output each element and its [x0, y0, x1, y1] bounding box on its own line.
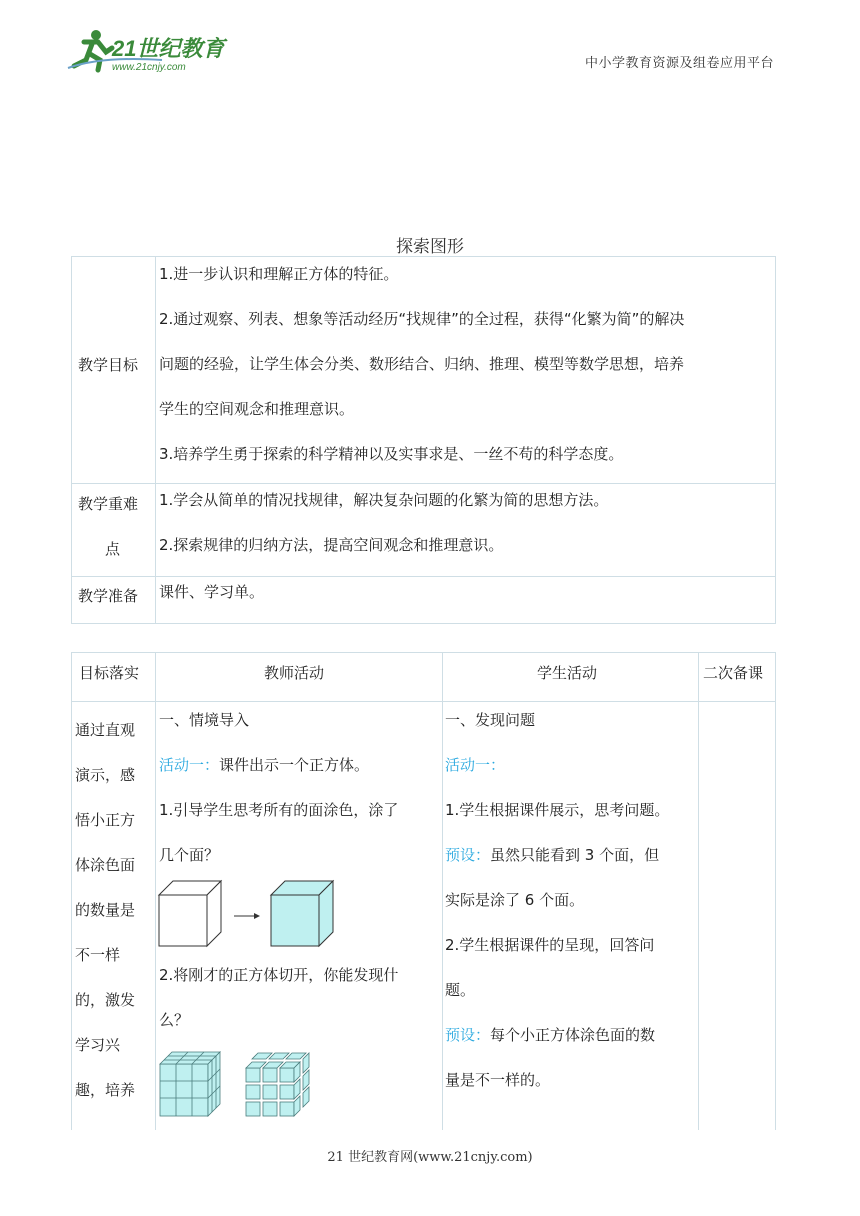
student-preset-line: 实际是涂了 6 个面。: [445, 891, 585, 909]
document-title: 探索图形: [396, 237, 464, 257]
goal-col-line: 学习兴: [75, 1036, 121, 1054]
student-step-line: 2.学生根据课件的呈现，回答问: [445, 936, 655, 954]
key-points-label: 教学重难: [78, 495, 139, 513]
site-logo: [62, 26, 237, 76]
goal-col-line: 的数量是: [75, 901, 136, 919]
goal-col-line: 趣，培养: [75, 1081, 136, 1099]
student-section-title: 一、发现问题: [445, 711, 536, 729]
goal-line: 1.进一步认识和理解正方体的特征。: [159, 265, 399, 283]
header-goal: 目标落实: [79, 664, 140, 682]
split-cube-illustration: [156, 1044, 324, 1120]
goal-col-line: 体涂色面: [75, 856, 136, 874]
table-divider: [442, 652, 443, 1130]
platform-name: 中小学教育资源及组卷应用平台: [584, 56, 774, 71]
preset-text: 每个小正方体涂色面的数: [490, 1026, 656, 1044]
student-step-line: 1.学生根据课件展示，思考问题。: [445, 801, 670, 819]
activity-label: 活动一：: [159, 756, 220, 774]
goal-col-line: 不一样: [75, 946, 121, 964]
goal-line: 问题的经验，让学生体会分类、数形结合、归纳、推理、模型等数学思想，培养: [159, 355, 685, 373]
exploded-cube-icon: [246, 1053, 309, 1116]
runner-logo-icon: [62, 26, 237, 76]
key-points-label-cont: 点: [105, 540, 121, 558]
preset-label: 预设：: [445, 846, 491, 864]
page-footer: 21 世纪教育网(www.21cnjy.com): [327, 1150, 533, 1165]
teacher-activity-line: [159, 743, 369, 788]
teacher-question-line: 1.引导学生思考所有的面涂色，涂了: [159, 801, 399, 819]
cube-illustration: [156, 878, 336, 950]
header-student: 学生活动: [537, 664, 598, 682]
student-activity-label: 活动一：: [445, 756, 506, 774]
table-divider: [155, 256, 156, 624]
student-step-line: 题。: [445, 981, 476, 999]
svg-text:21世纪教育: 21世纪教育: [112, 36, 225, 61]
activity-text: 课件出示一个正方体。: [219, 756, 370, 774]
prep-label: 教学准备: [78, 587, 139, 605]
student-preset-line: [445, 833, 659, 878]
goal-col-line: 的，激发: [75, 991, 136, 1009]
header-teacher: 教师活动: [264, 664, 325, 682]
prep-text: 课件、学习单。: [159, 583, 265, 601]
key-point-line: 2.探索规律的归纳方法，提高空间观念和推理意识。: [159, 536, 504, 554]
preset-label: 预设：: [445, 1026, 491, 1044]
goal-line: 学生的空间观念和推理意识。: [159, 400, 355, 418]
goal-col-line: 通过直观: [75, 721, 136, 739]
teacher-question-line: 几个面？: [159, 846, 220, 864]
goal-col-line: 悟小正方: [75, 811, 136, 829]
arrow-right-icon: [234, 913, 260, 919]
student-preset-line: 量是不一样的。: [445, 1071, 551, 1089]
header-second-prep: 二次备课: [703, 664, 764, 682]
grid-cube-icon: [160, 1052, 220, 1116]
goal-line: 3.培养学生勇于探索的科学精神以及实事求是、一丝不苟的科学态度。: [159, 445, 624, 463]
student-preset-line: [445, 1013, 655, 1058]
table-divider: [698, 652, 699, 1130]
goals-label: 教学目标: [78, 356, 139, 374]
preset-text: 虽然只能看到 3 个面，但: [490, 846, 660, 864]
key-point-line: 1.学会从简单的情况找规律，解决复杂问题的化繁为简的思想方法。: [159, 491, 609, 509]
teacher-question-line: 么？: [159, 1011, 190, 1029]
teacher-section-title: 一、情境导入: [159, 711, 250, 729]
colored-cube-icon: [271, 881, 333, 946]
plain-cube-icon: [159, 881, 221, 946]
goal-line: 2.通过观察、列表、想象等活动经历“找规律”的全过程，获得“化繁为简”的解决: [159, 310, 685, 328]
goal-col-line: 演示，感: [75, 766, 136, 784]
svg-text:www.21cnjy.com: www.21cnjy.com: [112, 62, 186, 73]
teacher-question-line: 2.将刚才的正方体切开，你能发现什: [159, 966, 399, 984]
